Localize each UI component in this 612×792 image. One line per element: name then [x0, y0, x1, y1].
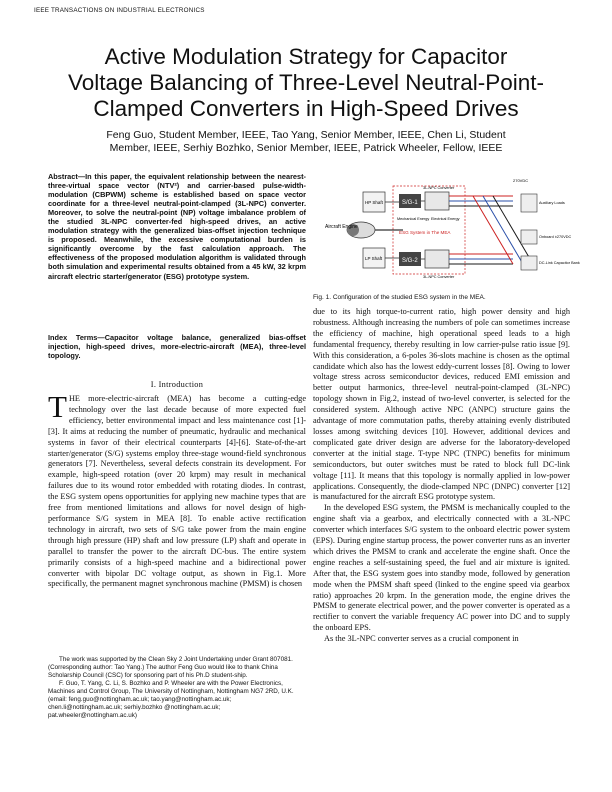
onboard-box [521, 230, 537, 244]
converter-top-box [425, 192, 449, 210]
journal-header: IEEE TRANSACTIONS ON INDUSTRIAL ELECTRONICS [34, 7, 205, 14]
sg2-label: S/G-2 [402, 258, 418, 264]
paper-title [60, 44, 552, 122]
footnote [48, 656, 306, 720]
section-heading: I. Introduction [150, 380, 204, 389]
title-line: Active Modulation Strategy for Capacitor [104, 44, 508, 69]
footnote-affiliation: F. Guo, T. Yang, C. Li, S. Bozhko and P. Wheeler are with the Power Electronics, Machines and Control Group, The University of Nottingham, Nottingham NG7 2RD, U.K. (email: feng.guo@nottingham.ac.uk; tao.yang@nottingham.ac.uk; chen.li@nottingham.ac.uk; serhiy.bozhko @nottingham.ac.uk; pat.wheeler@nottingham.ac.uk) [48, 680, 294, 719]
dc-bus-lines [449, 196, 533, 264]
abstract: Abstract—In this paper, the equivalent relationship between the nearest-three-virtual space vector (NTV²) and carrier-based pulse-width-modulation (CBPWM) scheme is established based on space vector coordinate for a three-level neutral-point-clamped (3L-NPC) converter. Moreover, to solve the neutral-point (NP) voltage imbalance problem of the studied 3L-NPC converter-fed high-speed drives, an active modulation strategy with the generalized bias-offset injection technique is proposed. Meanwhile, the excessive computational burden is significantly overcome by the fast calculation approach. The effectiveness of the proposed modulation algorithm is validated through both simulation and experimental results obtained from a 45 kW, 32 krpm aircraft electric starter/generator (ESG) prototype system. [48, 172, 306, 281]
title-line: Clamped Converters in High-Speed Drives [93, 96, 519, 121]
index-terms: Index Terms—Capacitor voltage balance, generalized bias-offset injection, high-speed drives, more-electric-aircraft (MEA), three-level topology. [48, 333, 306, 361]
dc-link-box [521, 256, 537, 270]
onboard-label: Onboard ±270VDC [539, 235, 572, 239]
right-paragraph: due to its high torque-to-current ratio, high power density and high robustness. Although increasing the numbers of pole can sometimes increase the efficiency of machine, high operational speed leads to a high fundamental frequency, thereby resulting in low carrier-pulse ratio issue [9]. With this consideration, a 6-poles 36-slots machine is chosen as the optimal candidate which also has the lowest eddy-current losses [8]. Owing to lower voltage stress across semiconductor devices, reduced EMI emission and better output harmonics, three-level neutral-point-clamped (3L-NPC) topology shown in Fig.2, instead of two-level converter, is selected for the considered system. Although active NPC (ANPC) structure gains the advantage of more commutation paths, thereby attaining evenly distributed losses among switching devices [10]. However, additional devices and complicated gate driver design are adverse for the laboratory-developed converter at the initial stage. T-type NPC (TNPC) benefits for minimum semiconductors, but outer switches must be rated to block full DC-link voltage [11]. It means that this topology is normally applied in low-power applications. Consequently, the diode-clamped NPC (DNPC) converter [12] is manufactured for the aircraft ESG prototype system. [313, 307, 570, 502]
right-paragraph: In the developed ESG system, the PMSM is mechanically coupled to the engine shaft via a gearbox, and electrically connected with a 3L-NPC converter which interfaces S/G system to the onboard electric power system (EPS). During engine startup process, the power converter runs as an inverter which drives the PMSM to crank and accelerate the engine shaft. Once the engine reaches a self-sustaining speed, the fuel and air mixture is ignited. After that, the ESG system goes into standby mode, followed by generation mode when the PMSM shaft speed (linked to the engine speed via gearbox ratio) approaches 20 krpm. In the generation mode, the engine drives the PMSM to generate electrical power, and the power converter is operated as a rectifier to convert the variable frequency AC power into DC and to supply the onboard EPS. [313, 503, 570, 633]
intro-paragraph: HE more-electric-aircraft (MEA) has become a cutting-edge technology over the last decade because of more expected fuel efficiency, better environmental impact and less maintenance cost [1]-[3]. It aims at reducing the number of pneumatic, hydraulic and mechanical systems in favor of their electrical counterparts [4]-[6]. State-of-the-art starter/generator (S/G) systems employ three-stage wound-field synchronous generators [7]. Nevertheless, several defects constrain its development. For example, high-speed rotation (over 20 krpm) may result in mechanical failures due to its wound rotor embedded with rotating diodes. In contrast, the ESG system opens opportunities for applying new machine types that are free from mentioned limitations and allows for novel design of high-performance S/G system in MEA [8]. To enable active rectification technology in aircraft, two sets of S/G take power from the main engine through high pressure (HP) shaft and low pressure (LP) shaft and operate in parallel to transfer the power to the aircraft DC-bus. The entire system primarily consists of a high-speed machine and a bidirectional power converter with bipolar DC voltage output, as shown in Fig.1. More specifically, the permanent magnet synchronous machine (PMSM) is chosen [48, 394, 306, 589]
aircraft-label: Aircraft Engine [325, 224, 358, 230]
mech-energy-label: Mechanical Energy [397, 217, 430, 221]
author-line: Feng Guo, Student Member, IEEE, Tao Yang, Senior Member, IEEE, Chen Li, Student [106, 129, 506, 141]
esg-system-figure [313, 172, 580, 286]
right-column-text [313, 307, 570, 645]
footnote-funding: The work was supported by the Clean Sky 2 Joint Undertaking under Grant 807081. (Corresponding author: Tao Yang.) The author Feng Guo would like to thank China Scholarship Council (CSC) for sponsoring part of his Ph.D student-ship. [48, 656, 293, 679]
elec-energy-label: Electrical Energy [431, 217, 460, 221]
dc-link-label: DC-Link Capacitor Bank [539, 261, 580, 265]
hp-shaft-label: HP Shaft [365, 200, 383, 205]
converter-top-label: 3L-NPC Converter [423, 186, 455, 190]
drop-cap: T [48, 389, 67, 424]
esg-label: ESG System in The MEA [399, 230, 451, 235]
figure-caption: Fig. 1. Configuration of the studied ESG system in the MEA. [313, 294, 486, 301]
title-line: Voltage Balancing of Three-Level Neutral-Point- [67, 70, 545, 95]
aux-label: Auxiliary Loads [539, 201, 565, 205]
sg1-label: S/G-1 [402, 200, 418, 206]
author-list [80, 129, 532, 156]
lp-shaft-label: LP Shaft [365, 256, 383, 261]
right-paragraph: As the 3L-NPC converter serves as a crucial component in [324, 634, 519, 644]
aux-load-box [521, 194, 537, 212]
v270-label: 270VDC [513, 178, 529, 183]
converter-bottom-label: 3L-NPC Converter [423, 275, 455, 279]
converter-bottom-box [425, 250, 449, 268]
author-line: Member, IEEE, Serhiy Bozhko, Senior Member, IEEE, Patrick Wheeler, Fellow, IEEE [109, 142, 503, 155]
introduction-text [48, 389, 306, 590]
